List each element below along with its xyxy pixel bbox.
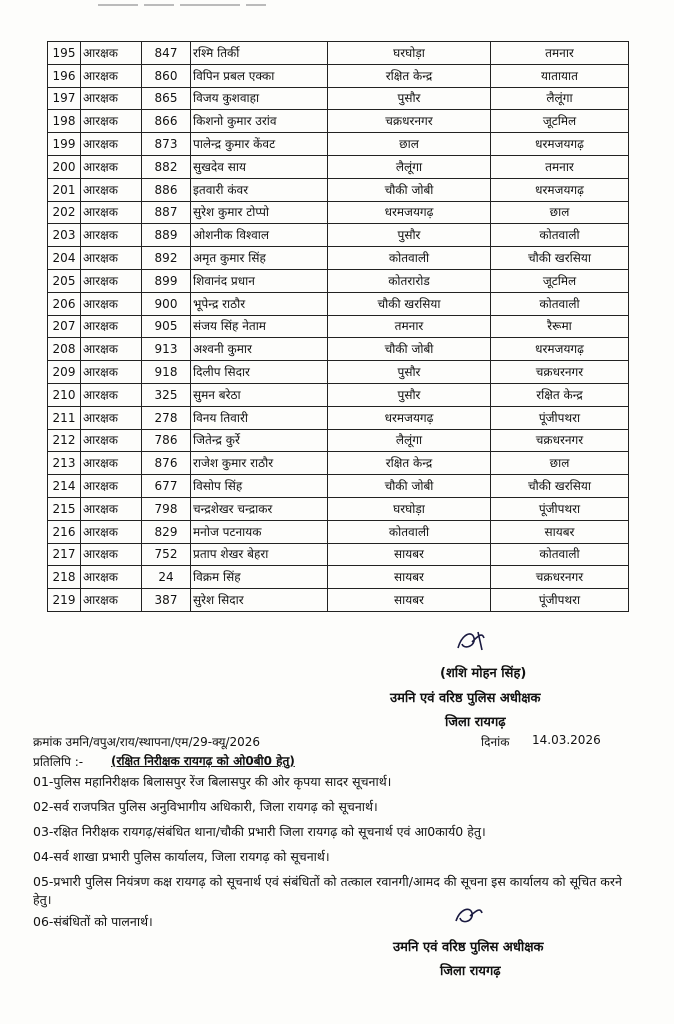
belt-number-cell: 865 [142, 87, 191, 110]
copy-item: 02-सर्व राजपत्रित पुलिस अनुविभागीय अधिकारी, जिला रायगढ़ को सूचनार्थ। [33, 799, 378, 814]
copy-to: (रक्षित निरीक्षक रायगढ़ को ओ0बी0 हेतु) [111, 754, 295, 768]
from-unit-cell: पुसौर [328, 224, 491, 247]
name-cell: विक्रम सिंह [191, 566, 328, 589]
serial-number-cell: 211 [48, 406, 81, 429]
belt-number-cell: 752 [142, 543, 191, 566]
serial-number-cell: 217 [48, 543, 81, 566]
cropped-header-remnant [40, 4, 640, 8]
serial-number-cell: 197 [48, 87, 81, 110]
serial-number-cell: 202 [48, 201, 81, 224]
rank-cell: आरक्षक [81, 178, 142, 201]
from-unit-cell: सायबर [328, 566, 491, 589]
belt-number-cell: 892 [142, 247, 191, 270]
rank-cell: आरक्षक [81, 292, 142, 315]
belt-number-cell: 913 [142, 338, 191, 361]
from-unit-cell: सायबर [328, 589, 491, 612]
to-unit-cell: पूंजीपथरा [491, 589, 629, 612]
from-unit-cell: चौकी जोबी [328, 475, 491, 498]
to-unit-cell: चक्रधरनगर [491, 566, 629, 589]
signatory-name: (शशि मोहन सिंह) [440, 666, 527, 681]
belt-number-cell: 886 [142, 178, 191, 201]
belt-number-cell: 900 [142, 292, 191, 315]
rank-cell: आरक्षक [81, 383, 142, 406]
belt-number-cell: 918 [142, 361, 191, 384]
from-unit-cell: लैलूंगा [328, 155, 491, 178]
serial-number-cell: 215 [48, 497, 81, 520]
rank-cell: आरक्षक [81, 520, 142, 543]
serial-number-cell: 209 [48, 361, 81, 384]
rank-cell: आरक्षक [81, 247, 142, 270]
from-unit-cell: रक्षित केन्द्र [328, 64, 491, 87]
rank-cell: आरक्षक [81, 566, 142, 589]
rank-cell: आरक्षक [81, 224, 142, 247]
belt-number-cell: 24 [142, 566, 191, 589]
table-row [48, 429, 629, 452]
belt-number-cell: 829 [142, 520, 191, 543]
name-cell: शिवानंद प्रधान [191, 269, 328, 292]
rank-cell: आरक्षक [81, 269, 142, 292]
serial-number-cell: 213 [48, 452, 81, 475]
name-cell: प्रताप शेखर बेहरा [191, 543, 328, 566]
table-row [48, 64, 629, 87]
name-cell: पालेन्द्र कुमार केंवट [191, 133, 328, 156]
from-unit-cell: छाल [328, 133, 491, 156]
serial-number-cell: 203 [48, 224, 81, 247]
name-cell: रश्मि तिर्की [191, 42, 328, 65]
to-unit-cell: रैरूमा [491, 315, 629, 338]
signatory-district: जिला रायगढ़ [445, 715, 506, 730]
from-unit-cell: पुसौर [328, 361, 491, 384]
belt-number-cell: 887 [142, 201, 191, 224]
rank-cell: आरक्षक [81, 110, 142, 133]
name-cell: संजय सिंह नेताम [191, 315, 328, 338]
rank-cell: आरक्षक [81, 589, 142, 612]
serial-number-cell: 210 [48, 383, 81, 406]
to-unit-cell: तमनार [491, 155, 629, 178]
belt-number-cell: 847 [142, 42, 191, 65]
to-unit-cell: चौकी खरसिया [491, 475, 629, 498]
belt-number-cell: 899 [142, 269, 191, 292]
table-row [48, 566, 629, 589]
belt-number-cell: 786 [142, 429, 191, 452]
table-row [48, 452, 629, 475]
from-unit-cell: सायबर [328, 543, 491, 566]
rank-cell: आरक्षक [81, 475, 142, 498]
belt-number-cell: 860 [142, 64, 191, 87]
belt-number-cell: 798 [142, 497, 191, 520]
table-row [48, 589, 629, 612]
rank-cell: आरक्षक [81, 429, 142, 452]
belt-number-cell: 387 [142, 589, 191, 612]
table-row [48, 87, 629, 110]
serial-number-cell: 196 [48, 64, 81, 87]
name-cell: भूपेन्द्र राठौर [191, 292, 328, 315]
table-row [48, 315, 629, 338]
to-unit-cell: चक्रधरनगर [491, 361, 629, 384]
table-row [48, 224, 629, 247]
to-unit-cell: पूंजीपथरा [491, 497, 629, 520]
table-row [48, 475, 629, 498]
table-row [48, 42, 629, 65]
table-row [48, 497, 629, 520]
rank-cell: आरक्षक [81, 338, 142, 361]
to-unit-cell: धरमजयगढ़ [491, 178, 629, 201]
belt-number-cell: 889 [142, 224, 191, 247]
belt-number-cell: 873 [142, 133, 191, 156]
rank-cell: आरक्षक [81, 315, 142, 338]
from-unit-cell: कोतवाली [328, 520, 491, 543]
copy-label: प्रतिलिपि :- [33, 755, 84, 769]
from-unit-cell: घरघोड़ा [328, 497, 491, 520]
copy-item: 01-पुलिस महानिरीक्षक बिलासपुर रेंज बिलासपुर की ओर कृपया सादर सूचनार्थ। [33, 774, 392, 789]
from-unit-cell: कोतवाली [328, 247, 491, 270]
name-cell: इतवारी कंवर [191, 178, 328, 201]
transfer-table [47, 41, 629, 612]
to-unit-cell: कोतवाली [491, 292, 629, 315]
serial-number-cell: 200 [48, 155, 81, 178]
name-cell: अश्वनी कुमार [191, 338, 328, 361]
serial-number-cell: 204 [48, 247, 81, 270]
table-row [48, 361, 629, 384]
name-cell: विसोप सिंह [191, 475, 328, 498]
rank-cell: आरक्षक [81, 497, 142, 520]
order-date: 14.03.2026 [532, 733, 601, 747]
table-row [48, 201, 629, 224]
rank-cell: आरक्षक [81, 452, 142, 475]
from-unit-cell: चक्रधरनगर [328, 110, 491, 133]
to-unit-cell: सायबर [491, 520, 629, 543]
name-cell: सुरेश कुमार टोप्पो [191, 201, 328, 224]
to-unit-cell: छाल [491, 452, 629, 475]
belt-number-cell: 882 [142, 155, 191, 178]
name-cell: किशनो कुमार उरांव [191, 110, 328, 133]
rank-cell: आरक्षक [81, 133, 142, 156]
name-cell: अमृत कुमार सिंह [191, 247, 328, 270]
order-date-label: दिनांक [481, 735, 510, 749]
serial-number-cell: 219 [48, 589, 81, 612]
to-unit-cell: तमनार [491, 42, 629, 65]
serial-number-cell: 199 [48, 133, 81, 156]
from-unit-cell: पुसौर [328, 87, 491, 110]
table-row [48, 338, 629, 361]
name-cell: मनोज पटनायक [191, 520, 328, 543]
table-row [48, 520, 629, 543]
name-cell: सुखदेव साय [191, 155, 328, 178]
to-unit-cell: चौकी खरसिया [491, 247, 629, 270]
from-unit-cell: चौकी जोबी [328, 178, 491, 201]
from-unit-cell: पुसौर [328, 383, 491, 406]
to-unit-cell: कोतवाली [491, 224, 629, 247]
to-unit-cell: धरमजयगढ़ [491, 133, 629, 156]
to-unit-cell: कोतवाली [491, 543, 629, 566]
to-unit-cell: चक्रधरनगर [491, 429, 629, 452]
name-cell: विनय तिवारी [191, 406, 328, 429]
serial-number-cell: 206 [48, 292, 81, 315]
rank-cell: आरक्षक [81, 155, 142, 178]
rank-cell: आरक्षक [81, 64, 142, 87]
rank-cell: आरक्षक [81, 406, 142, 429]
belt-number-cell: 905 [142, 315, 191, 338]
copy-item: 06-संबंधितों को पालनार्थ। [33, 914, 153, 929]
serial-number-cell: 212 [48, 429, 81, 452]
name-cell: राजेश कुमार राठौर [191, 452, 328, 475]
to-unit-cell: धरमजयगढ़ [491, 338, 629, 361]
to-unit-cell: रक्षित केन्द्र [491, 383, 629, 406]
footer-district: जिला रायगढ़ [440, 964, 501, 979]
serial-number-cell: 214 [48, 475, 81, 498]
to-unit-cell: जूटमिल [491, 269, 629, 292]
from-unit-cell: धरमजयगढ़ [328, 406, 491, 429]
to-unit-cell: जूटमिल [491, 110, 629, 133]
serial-number-cell: 198 [48, 110, 81, 133]
rank-cell: आरक्षक [81, 361, 142, 384]
from-unit-cell: रक्षित केन्द्र [328, 452, 491, 475]
to-unit-cell: लैलूंगा [491, 87, 629, 110]
signature-mark [452, 903, 488, 929]
rank-cell: आरक्षक [81, 543, 142, 566]
copy-list [33, 773, 643, 930]
table-row [48, 383, 629, 406]
from-unit-cell: कोतरारोड [328, 269, 491, 292]
table-row [48, 292, 629, 315]
from-unit-cell: चौकी खरसिया [328, 292, 491, 315]
copy-item: 04-सर्व शाखा प्रभारी पुलिस कार्यालय, जिला रायगढ़ को सूचनार्थ। [33, 849, 330, 864]
table-row [48, 178, 629, 201]
belt-number-cell: 325 [142, 383, 191, 406]
serial-number-cell: 216 [48, 520, 81, 543]
belt-number-cell: 677 [142, 475, 191, 498]
table-row [48, 543, 629, 566]
table-row [48, 406, 629, 429]
from-unit-cell: चौकी जोबी [328, 338, 491, 361]
copy-item: 03-रक्षित निरीक्षक रायगढ़/संबंधित थाना/चौकी प्रभारी जिला रायगढ़ को सूचनार्थ एवं आ0कार्य0 हेतु। [33, 824, 486, 839]
name-cell: विपिन प्रबल एक्का [191, 64, 328, 87]
table-row [48, 269, 629, 292]
serial-number-cell: 201 [48, 178, 81, 201]
to-unit-cell: छाल [491, 201, 629, 224]
belt-number-cell: 278 [142, 406, 191, 429]
serial-number-cell: 218 [48, 566, 81, 589]
to-unit-cell: पूंजीपथरा [491, 406, 629, 429]
name-cell: जितेन्द्र कुर्रे [191, 429, 328, 452]
belt-number-cell: 876 [142, 452, 191, 475]
name-cell: दिलीप सिदार [191, 361, 328, 384]
order-reference: क्रमांक उमनि/वपुअ/राय/स्थापना/एम/29-क्यू/2026 [33, 735, 261, 749]
signatory-designation: उमनि एवं वरिष्ठ पुलिस अधीक्षक [390, 691, 541, 706]
from-unit-cell: लैलूंगा [328, 429, 491, 452]
table-row [48, 247, 629, 270]
copy-item: 05-प्रभारी पुलिस नियंत्रण कक्ष रायगढ़ को सूचनार्थ एवं संबंधितों को तत्काल रवानगी/आमद की सूचना इस कार्यालय को सूचित करने हेतु। [33, 874, 622, 907]
from-unit-cell: तमनार [328, 315, 491, 338]
table-row [48, 155, 629, 178]
rank-cell: आरक्षक [81, 42, 142, 65]
serial-number-cell: 195 [48, 42, 81, 65]
from-unit-cell: धरमजयगढ़ [328, 201, 491, 224]
name-cell: सुरेश सिदार [191, 589, 328, 612]
serial-number-cell: 207 [48, 315, 81, 338]
from-unit-cell: घरघोड़ा [328, 42, 491, 65]
name-cell: सुमन बरेठा [191, 383, 328, 406]
serial-number-cell: 205 [48, 269, 81, 292]
table-row [48, 110, 629, 133]
name-cell: ओशनीक विश्वाल [191, 224, 328, 247]
name-cell: विजय कुशवाहा [191, 87, 328, 110]
name-cell: चन्द्रशेखर चन्द्राकर [191, 497, 328, 520]
rank-cell: आरक्षक [81, 201, 142, 224]
signature-mark [452, 626, 492, 656]
table-row [48, 133, 629, 156]
rank-cell: आरक्षक [81, 87, 142, 110]
belt-number-cell: 866 [142, 110, 191, 133]
serial-number-cell: 208 [48, 338, 81, 361]
to-unit-cell: यातायात [491, 64, 629, 87]
footer-designation: उमनि एवं वरिष्ठ पुलिस अधीक्षक [393, 940, 544, 955]
